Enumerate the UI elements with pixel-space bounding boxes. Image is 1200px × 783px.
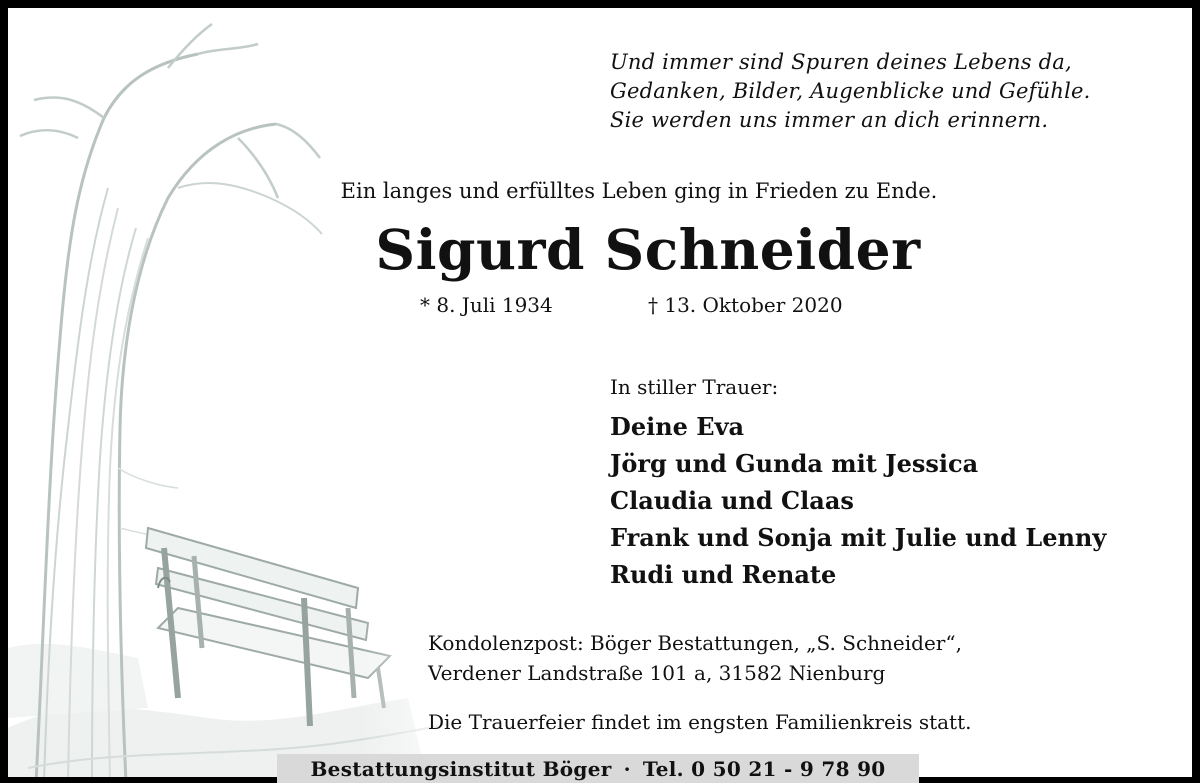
- funeral-home-footer: [277, 754, 919, 783]
- mourners-section: [610, 372, 1170, 593]
- memorial-poem: [610, 48, 1170, 135]
- deceased-name: Sigurd Schneider: [375, 217, 921, 282]
- tree-and-bench-sketch: [8, 8, 478, 783]
- mourning-label: In stiller Trauer:: [610, 375, 779, 399]
- funeral-home-phone: Tel. 0 50 21 - 9 78 90: [642, 756, 886, 781]
- footer-separator: ·: [623, 756, 631, 781]
- mourner-name: Deine Eva: [610, 412, 745, 441]
- condolence-address: [428, 628, 1128, 688]
- mourner-name: Frank und Sonja mit Julie und Lenny: [610, 523, 1107, 552]
- poem-line: Und immer sind Spuren deines Lebens da,: [610, 50, 1072, 74]
- poem-line: Gedanken, Bilder, Augenblicke und Gefühle.: [610, 79, 1091, 103]
- poem-line: Sie werden uns immer an dich erinnern.: [610, 108, 1049, 132]
- funeral-home-name: Bestattungsinstitut Böger: [310, 756, 612, 781]
- mourner-name: Claudia und Claas: [610, 486, 854, 515]
- birth-date: * 8. Juli 1934: [420, 293, 553, 317]
- death-date: † 13. Oktober 2020: [648, 293, 843, 317]
- mourner-name: Jörg und Gunda mit Jessica: [610, 449, 979, 478]
- life-dates: [420, 290, 890, 320]
- mourner-name: Rudi und Renate: [610, 560, 837, 589]
- condolence-line: Kondolenzpost: Böger Bestattungen, „S. Schneider“,: [428, 631, 962, 655]
- condolence-line: Verdener Landstraße 101 a, 31582 Nienburg: [428, 661, 886, 685]
- intro-text: Ein langes und erfülltes Leben ging in Frieden zu Ende.: [340, 179, 938, 203]
- ceremony-note: Die Trauerfeier findet im engsten Familienkreis statt.: [428, 710, 972, 734]
